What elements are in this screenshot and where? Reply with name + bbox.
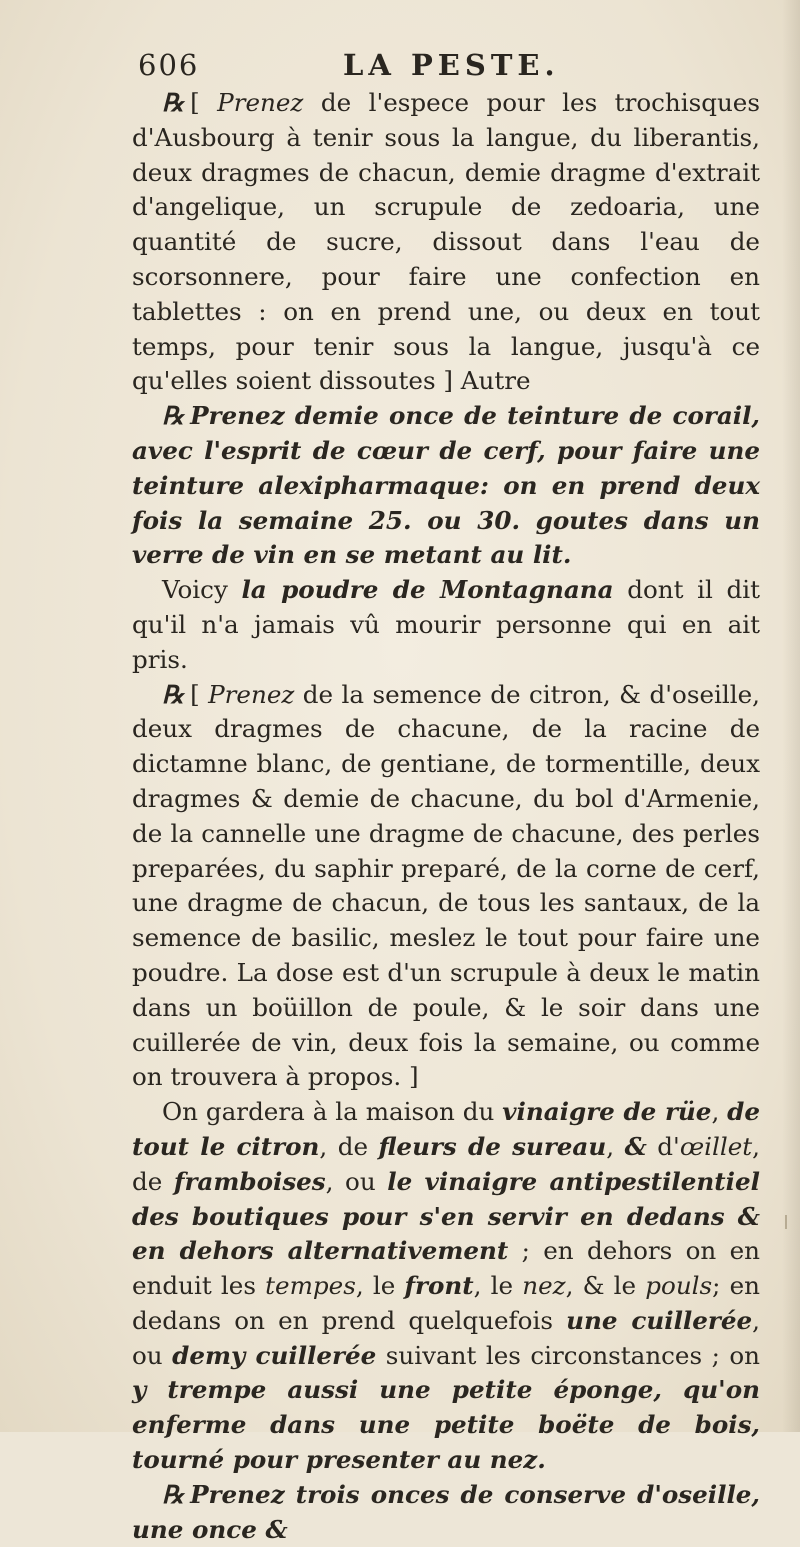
italic-run: le vinaigre antipestilentiel des boutiques pour s'en servir en dedans & en dehors alternativement — [132, 1166, 760, 1266]
recipe-symbol-icon: ℞ — [162, 1479, 185, 1509]
text-run: [ — [190, 679, 209, 709]
italic-run: framboises — [173, 1166, 326, 1196]
page-header — [138, 48, 658, 88]
italic-run: de tout le citron — [132, 1097, 761, 1161]
text-run: de l'espece pour les trochisques d'Ausbourg à tenir sous la langue, du liberantis, deux dragmes de chacun, demie dragme d'extrait d'angelique, un scrupule de zedoaria, une quantité de sucre, dissout dans l'eau de scorsonnere, pour faire une confection en tablettes : on en prend une, ou deux en tout temps, pour tenir sous la langue, jusqu'à ce qu'elles soient dissoutes ] Autre — [132, 88, 760, 396]
paragraph-recipe-4 — [132, 1478, 760, 1547]
paragraph-recipe-2 — [132, 399, 760, 573]
italic-run: Prenez — [217, 88, 304, 117]
running-title: LA PESTE. — [343, 48, 560, 82]
text-run: , & le — [565, 1271, 646, 1301]
text-run: Voicy — [162, 575, 242, 605]
italic-run: fleurs de sureau — [378, 1131, 607, 1161]
recipe-symbol-icon: ℞ — [162, 401, 185, 431]
ink-speck — [785, 1215, 787, 1229]
italic-run: Prenez — [208, 679, 295, 709]
paragraph-poudre — [132, 573, 760, 677]
body-text — [132, 86, 760, 1547]
italic-run: nez — [522, 1271, 566, 1301]
italic-run: y trempe aussi une petite éponge, qu'on enferme dans une petite boëte de bois, tourné pour presenter au nez. — [132, 1375, 760, 1475]
text-run: suivant les circonstances ; on — [376, 1340, 760, 1370]
italic-run: pouls — [645, 1271, 713, 1301]
page-number: 606 — [138, 48, 200, 82]
text-run: , le — [355, 1271, 405, 1301]
text-run: , le — [473, 1271, 523, 1301]
text-run: de la semence de citron, & d'oseille, deux dragmes de chacune, de la racine de dictamne blanc, de gentiane, de tormentille, deux dragmes & demie de chacune, du bol d'Armenie, de la cannelle une dragme de chacune, des perles preparées, du saphir preparé, de la corne de cerf, une dragme de chacun, de tous les santaux, de la semence de basilic, meslez le tout pour faire une poudre. La dose est d'un scrupule à deux le matin dans un boüillon de poule, & le soir dans une cuillerée de vin, deux fois la semaine, ou comme on trouvera à propos. ] — [132, 679, 760, 1092]
text-run: dont il dit qu'il n'a jamais vû mourir personne qui en ait pris. — [132, 575, 760, 674]
text-run: ; en dedans on en prend quelquefois — [132, 1271, 761, 1335]
italic-run: œillet — [679, 1131, 753, 1161]
italic-run: Prenez demie once de teinture de corail, avec l'esprit de cœur de cerf, pour faire une teinture alexipharmaque: on en prend deux fois la semaine 25. ou 30. goutes dans un verre de vin en se metant au lit. — [132, 401, 760, 570]
text-run: , de — [132, 1131, 760, 1196]
text-run: , — [711, 1097, 728, 1127]
text-run: , — [606, 1131, 625, 1161]
italic-run: & — [624, 1131, 647, 1161]
italic-run: une cuillerée — [566, 1305, 753, 1335]
text-run: ; en dehors on en enduit les — [132, 1236, 760, 1301]
text-run: , ou — [325, 1166, 388, 1196]
recipe-symbol-icon: ℞ — [162, 679, 185, 709]
text-run: , de — [319, 1131, 379, 1161]
text-run: On gardera à la maison du — [162, 1097, 503, 1127]
italic-run: front — [404, 1271, 474, 1301]
italic-run: demy cuillerée — [172, 1340, 377, 1370]
paragraph-recipe-3 — [132, 678, 760, 1096]
italic-run: la poudre de Montagnana — [241, 575, 614, 605]
text-run: [ — [190, 88, 218, 117]
italic-run: vinaigre de rüe — [502, 1097, 712, 1127]
text-run: d' — [646, 1131, 680, 1161]
paragraph-vinaigre — [132, 1095, 760, 1478]
paragraph-recipe-1 — [132, 86, 760, 399]
recipe-symbol-icon: ℞ — [162, 88, 185, 117]
italic-run: Prenez trois onces de conserve d'oseille, une once & — [132, 1479, 760, 1544]
text-run: , ou — [132, 1305, 760, 1370]
italic-run: tempes — [265, 1271, 356, 1301]
